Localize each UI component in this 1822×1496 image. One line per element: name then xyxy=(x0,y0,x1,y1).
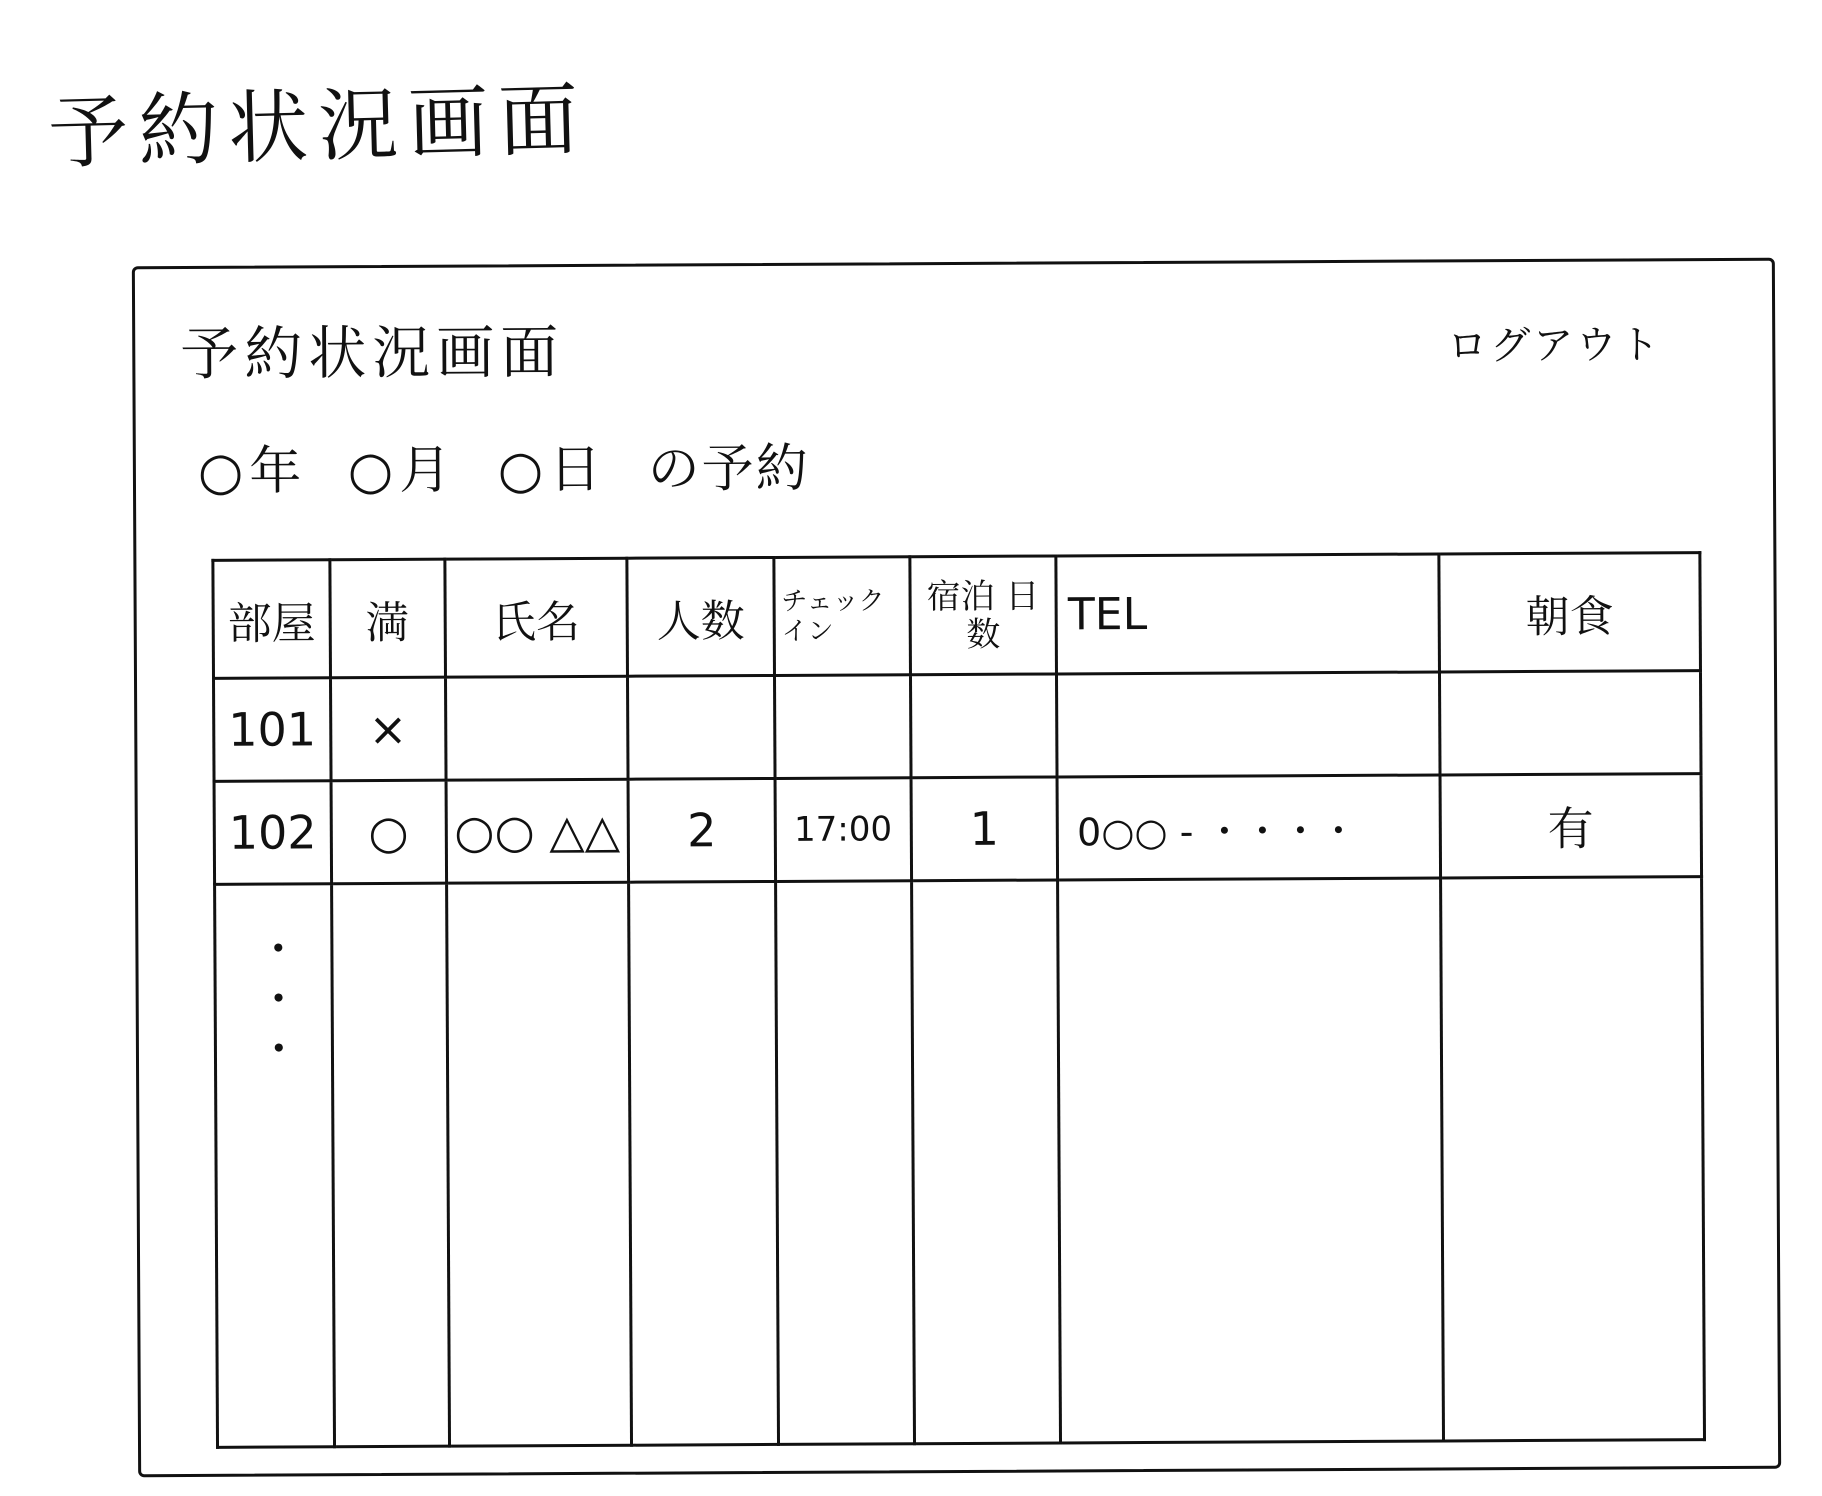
cell-tel xyxy=(1057,672,1440,777)
column-header-guests: 人数 xyxy=(627,557,774,676)
page-caption: 予約状況画面 xyxy=(47,72,590,181)
month-value[interactable]: ○ xyxy=(347,440,396,502)
cell-full: ○ xyxy=(331,780,446,884)
logout-button[interactable]: ログアウト xyxy=(1447,322,1663,370)
empty-cell xyxy=(629,881,779,1445)
reservation-table xyxy=(211,551,1706,1449)
table-header-row xyxy=(213,553,1701,679)
table-row-101[interactable] xyxy=(213,671,1701,782)
cell-nights xyxy=(910,674,1057,778)
column-header-nights: 宿泊 日数 xyxy=(910,556,1057,675)
cell-room: 101 xyxy=(213,678,330,782)
empty-cell xyxy=(331,883,449,1447)
cell-full: × xyxy=(330,677,445,781)
day-unit: 日 xyxy=(548,439,604,501)
column-header-tel: TEL xyxy=(1056,554,1439,674)
month-unit: 月 xyxy=(399,440,454,501)
reservation-date xyxy=(198,426,836,504)
year-value[interactable]: ○ xyxy=(197,441,246,502)
empty-cell xyxy=(446,882,632,1446)
date-suffix: の予約 xyxy=(647,438,810,500)
cell-checkin xyxy=(774,675,910,779)
cell-checkin: 17:00 xyxy=(775,778,911,882)
column-header-full: 満 xyxy=(330,559,445,678)
cell-guests xyxy=(628,675,775,779)
more-rows-cell xyxy=(215,884,335,1448)
column-header-checkin: チェック イン xyxy=(774,557,911,676)
cell-nights: 1 xyxy=(911,777,1058,881)
column-header-room: 部屋 xyxy=(213,560,330,679)
empty-cell xyxy=(911,880,1061,1444)
screen-title: 予約状況画面 xyxy=(180,318,565,389)
cell-guests: 2 xyxy=(628,778,775,882)
cell-breakfast xyxy=(1439,671,1701,775)
column-header-breakfast: 朝食 xyxy=(1439,553,1701,672)
empty-cell xyxy=(1440,877,1704,1441)
cell-room: 102 xyxy=(214,781,331,885)
table-row-more xyxy=(215,877,1705,1448)
day-value[interactable]: ○ xyxy=(497,440,546,501)
empty-cell xyxy=(775,881,914,1445)
empty-cell xyxy=(1058,878,1443,1443)
reservation-screen xyxy=(132,258,1781,1478)
cell-tel: 0○○ - ・・・・ xyxy=(1057,775,1440,880)
year-unit: 年 xyxy=(249,441,304,502)
more-rows-indicator: ・・・ xyxy=(248,925,300,1076)
reservation-table-frame xyxy=(211,551,1706,1449)
table-row-102[interactable] xyxy=(214,774,1702,885)
cell-name xyxy=(445,676,628,780)
column-header-name: 氏名 xyxy=(444,558,627,677)
cell-breakfast: 有 xyxy=(1440,774,1702,878)
cell-name: ○○ △△ xyxy=(446,779,629,883)
